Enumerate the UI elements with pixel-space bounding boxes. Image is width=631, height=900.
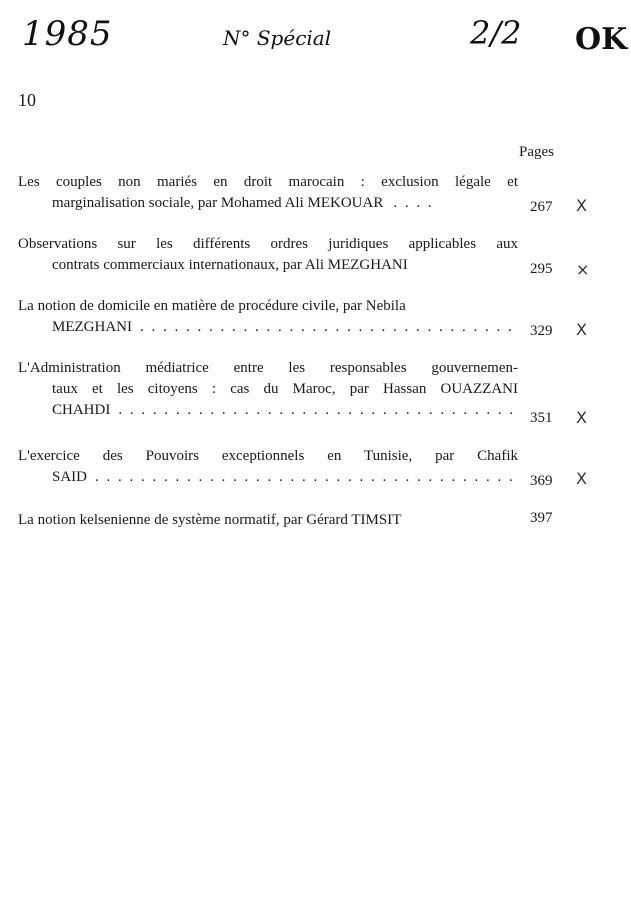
page-ref: 369	[530, 473, 553, 489]
entry-line: La notion kelsenienne de système normatif, par Gérard TIMSIT	[18, 512, 402, 528]
toc-entry	[18, 234, 518, 276]
page-number: 10	[18, 90, 36, 110]
entry-line-text: marginalisation sociale, par Mohamed Ali MEKOUAR	[52, 195, 384, 211]
pages-column-header: Pages	[519, 144, 554, 160]
toc-entry	[18, 446, 518, 488]
entry-line-text: MEZGHANI	[52, 319, 132, 335]
entry-line	[18, 193, 518, 214]
check-mark: X	[576, 320, 587, 339]
check-mark: X	[576, 408, 587, 427]
entry-line	[18, 255, 518, 276]
entry-line: taux et les citoyens : cas du Maroc, par Hassan OUAZZANI	[52, 381, 518, 397]
check-mark: ×	[576, 260, 590, 279]
entry-line: La notion de domicile en matière de procédure civile, par Nebila	[18, 298, 406, 314]
dot-leader	[140, 317, 518, 338]
page-ref: 267	[530, 199, 553, 215]
toc-entry	[18, 510, 518, 531]
entry-line-text: CHAHDI	[52, 402, 111, 418]
toc-entry	[18, 172, 518, 214]
page-ref: 397	[530, 510, 553, 526]
entry-line: Observations sur les différents ordres juridiques applicables aux	[18, 236, 518, 252]
check-mark: X	[576, 469, 587, 488]
entry-line: L'Administration médiatrice entre les responsables gouvernemen-	[18, 360, 518, 376]
dot-leader	[95, 467, 518, 488]
toc-entry	[18, 358, 518, 421]
page-ref: 295	[530, 261, 553, 277]
page-ref: 351	[530, 410, 553, 426]
check-mark: X	[576, 196, 587, 215]
handwritten-note: N° Spécial	[223, 26, 332, 50]
dot-leader	[118, 400, 518, 421]
entry-line-text: SAID	[52, 469, 88, 485]
handwritten-ok: OK	[575, 22, 628, 57]
entry-line	[18, 467, 518, 488]
page-ref: 329	[530, 323, 553, 339]
entry-line	[18, 400, 518, 421]
dot-leader	[393, 193, 433, 214]
entry-line: Les couples non mariés en droit marocain : exclusion légale et	[18, 174, 518, 190]
entry-line: L'exercice des Pouvoirs exceptionnels en Tunisie, par Chafik	[18, 448, 518, 464]
toc-entry	[18, 296, 518, 338]
handwritten-part: 2/2	[470, 14, 522, 52]
handwritten-year: 1985	[22, 14, 113, 54]
entry-line-text: contrats commerciaux internationaux, par Ali MEZGHANI	[52, 257, 408, 273]
entry-line	[18, 317, 518, 338]
